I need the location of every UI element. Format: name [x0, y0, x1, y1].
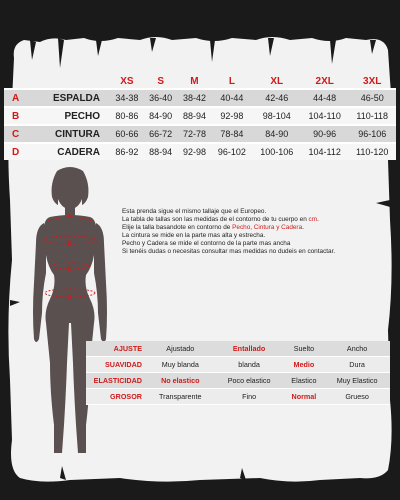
measurement-name: CINTURA [34, 125, 110, 143]
attribute-label: GROSOR [86, 389, 146, 405]
table-cell: 90-96 [301, 125, 349, 143]
table-cell: 46-50 [348, 89, 396, 107]
note-line: Si tenéis dudas o necesitas consultar mas medidas no dudeis en contactar. [122, 248, 336, 255]
attribute-option: Muy blanda [146, 357, 215, 373]
table-cell: 42-46 [252, 89, 300, 107]
attribute-option: blanda [215, 357, 284, 373]
row-letter: B [4, 107, 34, 125]
measurement-name: PECHO [34, 107, 110, 125]
table-cell: 78-84 [211, 125, 252, 143]
attribute-row [86, 373, 390, 389]
table-cell: 40-44 [211, 89, 252, 107]
table-row [4, 89, 396, 107]
attribute-option-selected: Entallado [215, 341, 284, 357]
attribute-option: Elastico [284, 373, 325, 389]
table-cell: 44-48 [301, 89, 349, 107]
table-cell: 110-120 [348, 143, 396, 160]
attribute-option: Transparente [146, 389, 215, 405]
table-cell: 92-98 [211, 107, 252, 125]
attribute-row [86, 357, 390, 373]
table-row [4, 125, 396, 143]
table-cell: 34-38 [110, 89, 144, 107]
figure-label-a: A [67, 214, 72, 220]
table-cell: 96-102 [211, 143, 252, 160]
figure-label-d: D [67, 295, 72, 301]
attribute-label: SUAVIDAD [86, 357, 146, 373]
table-cell: 80-86 [110, 107, 144, 125]
table-cell: 60-66 [110, 125, 144, 143]
figure-label-b: B [67, 241, 72, 247]
table-cell: 98-104 [252, 107, 300, 125]
attribute-option: Muy Elastico [324, 373, 390, 389]
size-header: 3XL [363, 75, 382, 87]
table-cell: 96-106 [348, 125, 396, 143]
table-cell: 88-94 [178, 107, 212, 125]
table-cell: 104-110 [301, 107, 349, 125]
table-cell: 104-112 [301, 143, 349, 160]
size-header: M [190, 75, 199, 87]
measurement-name: CADERA [34, 143, 110, 160]
attribute-option: Suelto [284, 341, 325, 357]
row-letter: A [4, 89, 34, 107]
size-chart-table [4, 74, 396, 160]
table-row [4, 107, 396, 125]
table-cell: 86-92 [110, 143, 144, 160]
attribute-option-selected: Medio [284, 357, 325, 373]
size-header: XL [270, 75, 284, 87]
row-letter: D [4, 143, 34, 160]
attribute-option-selected: Normal [284, 389, 325, 405]
size-header: 2XL [315, 75, 334, 87]
garment-attributes-table [86, 341, 390, 405]
table-row [4, 143, 396, 160]
body-figure [20, 163, 120, 463]
attribute-label: AJUSTE [86, 341, 146, 357]
table-cell: 38-42 [178, 89, 212, 107]
attribute-option: Dura [324, 357, 390, 373]
size-header: S [157, 75, 164, 87]
note-line: Esta prenda sigue el mismo tallaje que el Europeo. [122, 208, 267, 215]
row-letter: C [4, 125, 34, 143]
figure-label-c: C [67, 267, 72, 273]
table-cell: 84-90 [144, 107, 178, 125]
attribute-option: Grueso [324, 389, 390, 405]
note-line: Elije la talla basandote en contorno de Pecho, Cintura y Cadera. [122, 224, 304, 231]
table-cell: 110-118 [348, 107, 396, 125]
attribute-row [86, 341, 390, 357]
note-line: Pecho y Cadera se mide el contorno de la parte mas ancha [122, 240, 291, 247]
table-cell: 84-90 [252, 125, 300, 143]
table-cell: 72-78 [178, 125, 212, 143]
note-line: La tabla de tallas son las medidas de el contorno de tu cuerpo en cm. [122, 216, 319, 223]
size-header: L [228, 75, 235, 87]
attribute-option: Poco elastico [215, 373, 284, 389]
size-header-row [4, 74, 396, 89]
attribute-option-selected: No elastico [146, 373, 215, 389]
attribute-option: Fino [215, 389, 284, 405]
attribute-option: Ancho [324, 341, 390, 357]
note-line: La cintura se mide en la parte mas alta y estrecha. [122, 232, 266, 239]
attribute-row [86, 389, 390, 405]
measurement-name: ESPALDA [34, 89, 110, 107]
table-cell: 92-98 [178, 143, 212, 160]
size-header: XS [120, 75, 134, 87]
table-cell: 36-40 [144, 89, 178, 107]
table-cell: 88-94 [144, 143, 178, 160]
table-cell: 100-106 [252, 143, 300, 160]
size-guide-notes [122, 208, 392, 256]
attribute-option: Ajustado [146, 341, 215, 357]
table-cell: 66-72 [144, 125, 178, 143]
attribute-label: ELASTICIDAD [86, 373, 146, 389]
